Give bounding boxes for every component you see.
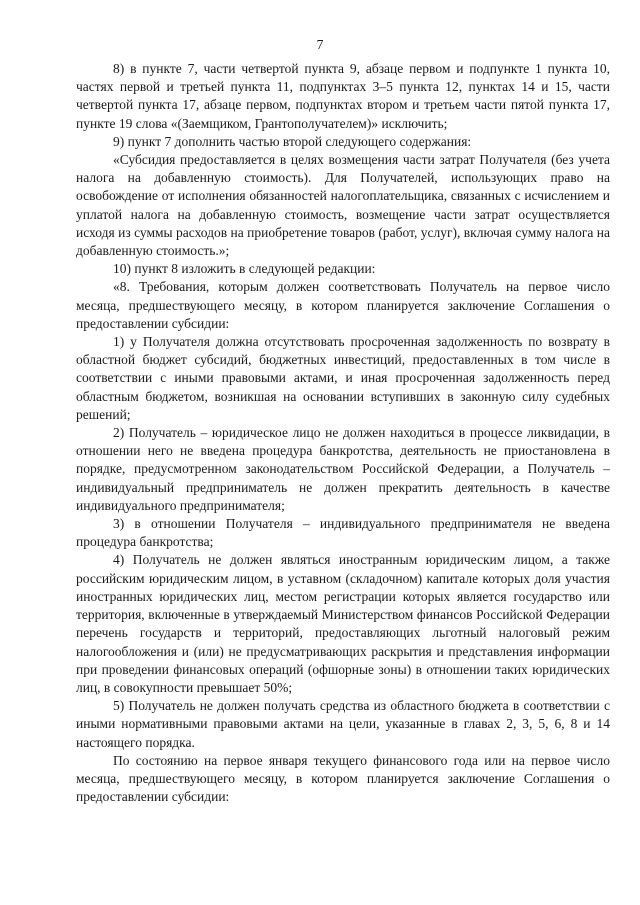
paragraph-requirements-intro: «8. Требования, которым должен соответствовать Получатель на первое число месяца, предшествующего месяцу, в котором планируется заключение Соглашения о предоставлении субсидии: bbox=[76, 279, 610, 331]
paragraph-item-10: 10) пункт 8 изложить в следующей редакции: bbox=[113, 261, 376, 277]
paragraph-requirement-1: 1) у Получателя должна отсутствовать просроченная задолженность по возврату в областной бюджет субсидий, бюджетных инвестиций, предоставленных в том числе в соответствии с иными правовыми актами, и иная просроченная задолженность перед областным бюджетом, возникшая на основании вступивших в законную силу судебных решений; bbox=[76, 334, 610, 422]
paragraph-item-9: 9) пункт 7 дополнить частью второй следующего содержания: bbox=[113, 133, 472, 149]
paragraph-requirement-3: 3) в отношении Получателя – индивидуального предпринимателя не введена процедура банкротства; bbox=[76, 516, 610, 550]
paragraph-requirement-5: 5) Получатель не должен получать средства из областного бюджета в соответствии с иными нормативными правовыми актами на цели, указанные в главах 2, 3, 5, 6, 8 и 14 настоящего порядка. bbox=[76, 698, 610, 750]
document-body bbox=[76, 60, 610, 806]
page-number: 7 bbox=[316, 37, 324, 52]
paragraph-status-date: По состоянию на первое января текущего финансового года или на первое число месяца, предшествующего месяцу, в котором планируется заключение Соглашения о предоставлении субсидии: bbox=[76, 752, 610, 805]
paragraph-requirement-2: 2) Получатель – юридическое лицо не должен находиться в процессе ликвидации, в отношении него не введена процедура банкротства, деятельность не приостановлена в порядке, предусмотренном законодательством Российской Федерации, а Получатель – индивидуальный предприниматель не должен прекратить деятельность в качестве индивидуального предпринимателя; bbox=[76, 425, 610, 513]
paragraph-requirement-4: 4) Получатель не должен являться иностранным юридическим лицом, а также российским юридическим лицом, в уставном (складочном) капитале которых доля участия иностранных юридических лиц, местом регистрации которых является государство или территория, включенные в утверждаемый Министерством финансов Российской Федерации перечень государств и территорий, предоставляющих льготный налоговый режим налогообложения и (или) не предусматривающих раскрытия и представления информации при проведении финансовых операций (офшорные зоны) в отношении таких юридических лиц, в совокупности превышает 50%; bbox=[76, 552, 610, 695]
paragraph-subsidy-purpose: «Субсидия предоставляется в целях возмещения части затрат Получателя (без учета налога на добавленную стоимость). Для Получателей, использующих право на освобождение от исполнения обязанностей налогоплательщика, связанных с исчислением и уплатой налога на добавленную стоимость, возмещение части затрат осуществляется исходя из суммы расходов на приобретение товаров (работ, услуг), включая сумму налога на добавленную стоимость.»; bbox=[76, 152, 610, 259]
paragraph-item-8: 8) в пункте 7, части четвертой пункта 9, абзаце первом и подпункте 1 пункта 10, частях первой и третьей пункта 11, подпунктах 3–5 пункта 12, пунктах 14 и 15, части четвертой пункта 17, абзаце первом, подпунктах втором и третьем части пятой пункта 17, пункте 19 слова «(Заемщиком, Грантополучателем)» исключить; bbox=[76, 61, 610, 131]
